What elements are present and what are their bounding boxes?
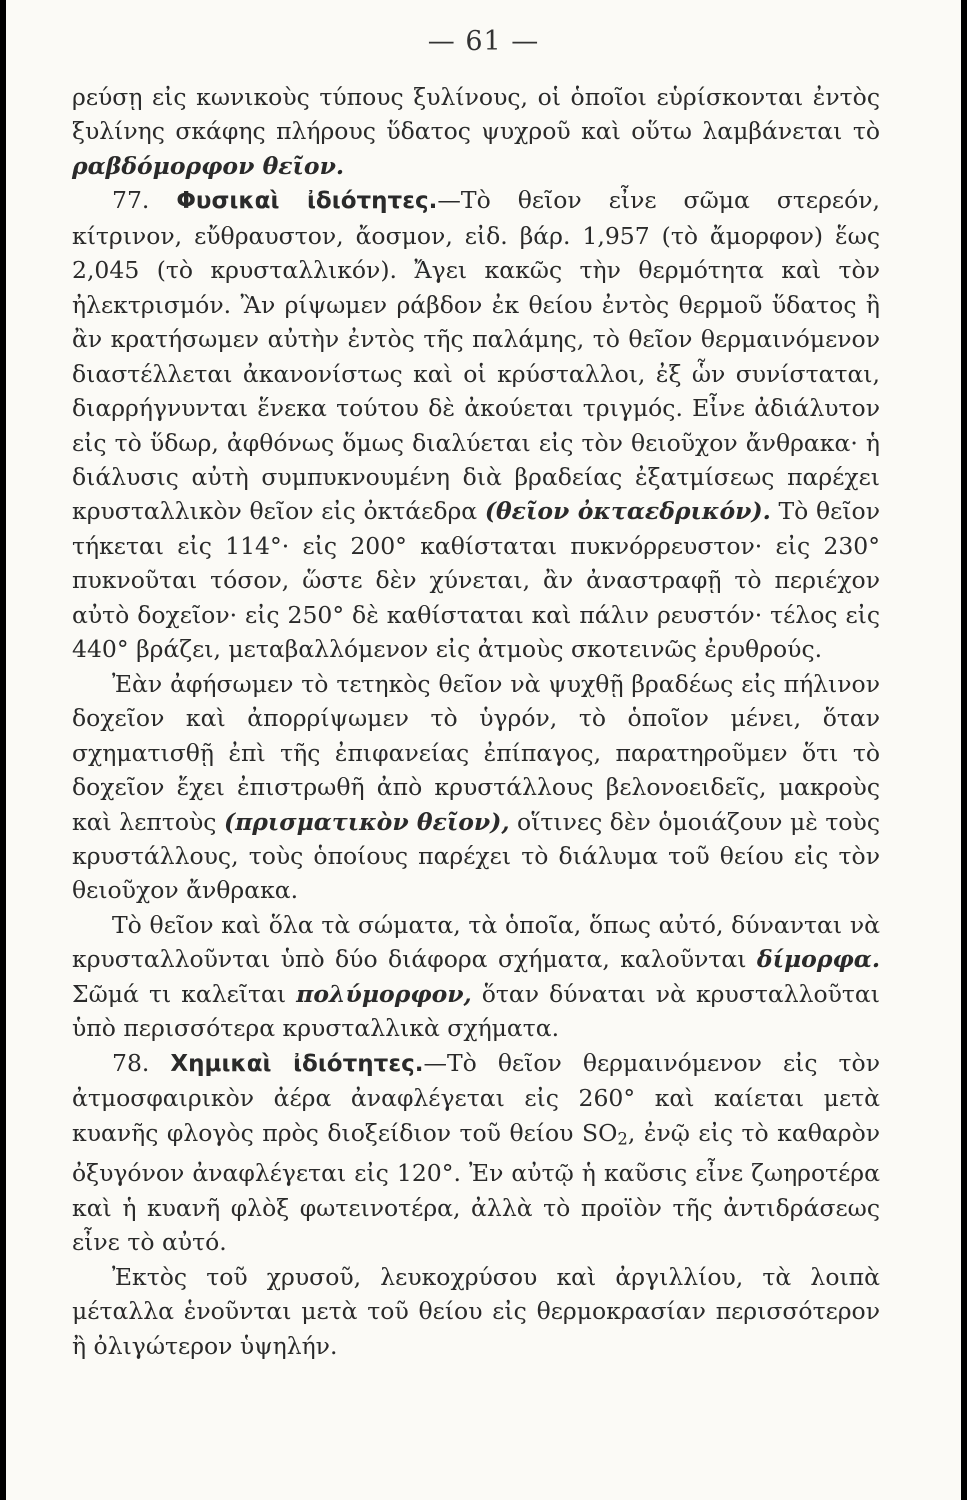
section-78: 78. Χημικαὶ ἰδιότητες.—Τὸ θεῖον θερμαινόμενον εἰς τὸν ἀτμοσφαιρικὸν ἀέρα ἀναφλέγεται εἰς 260° καὶ καίεται μετὰ κυανῆς φλογὸς πρὸς διοξείδιον τοῦ θείου $SO_2$, ἐνῷ εἰς τὸ καθαρὸν ὀξυγόνον ἀναφλέγεται εἰς 120°. Ἐν αὐτῷ ἡ καῦσις εἶνε ζωηροτέρα καὶ ἡ κυανῆ φλὸξ φωτεινοτέρα, ἀλλὰ τὸ προϊὸν τῆς ἀντιδράσεως εἶνε τὸ αὐτό.: [72, 1048, 881, 1257]
paragraph-metals: Ἐκτὸς τοῦ χρυσοῦ, λευκοχρύσου καὶ ἀργιλλίου, τὰ λοιπὰ μέταλλα ἑνοῦνται μετὰ τοῦ θείου εἰς θερμοκρασίαν περισσότερον ἢ ὀλιγώτερον ὑψηλήν.: [72, 1262, 880, 1360]
section-77: 77. Φυσικαὶ ἰδιότητες.—Τὸ θεῖον εἶνε σῶμα στερεόν, κίτρινον, εὔθραυστον, ἄοσμον, εἰδ. βάρ. 1,957 (τὸ ἄμορφον) ἕως 2,045 (τὸ κρυσταλλικόν). Ἄγει κακῶς τὴν θερμότητα καὶ τὸν ἠλεκτρισμόν. Ἂν ρίψωμεν ράβδον ἐκ θείου ἐντὸς θερμοῦ ὕδατος ἢ ἂν κρατήσωμεν αὐτὴν ἐντὸς τῆς παλάμης, τὸ θεῖον θερμαινόμενον διαστέλλεται ἀκανονίστως καὶ οἱ κρύσταλλοι, ἐξ ὧν συνίσταται, διαρρήγνυνται ἕνεκα τούτου δὲ ἀκούεται τριγμός. Εἶνε ἀδιάλυτον εἰς τὸ ὕδωρ, ἀφθόνως ὅμως διαλύεται εἰς τὸν θειοῦχον ἄνθρακα· ἡ διάλυσις αὐτὴ συμπυκνουμένη διὰ βραδείας ἐξατμίσεως παρέχει κρυσταλλικὸν θεῖον εἰς ὀκτάεδρα (θεῖον ὀκταεδρικόν). Τὸ θεῖον τήκεται εἰς 114°· εἰς 200° καθίσταται πυκνόρρευστον· εἰς 230° πυκνοῦται τόσον, ὥστε δὲν χύνεται, ἂν ἀναστραφῇ τὸ περιέχον αὐτὸ δοχεῖον· εἰς 250° δὲ καθίσταται καὶ πάλιν ρευστόν· τέλος εἰς 440° βράζει, μεταβαλλόμενον εἰς ἀτμοὺς σκοτεινῶς ἐρυθρούς.: [72, 186, 881, 664]
chemical-formula: $SO_2$: [582, 1118, 628, 1148]
book-page: [6, 0, 961, 1500]
paragraph-dimorphism: Τὸ θεῖον καὶ ὅλα τὰ σώματα, τὰ ὁποῖα, ὅπως αὐτό, δύνανται νὰ κρυσταλλοῦνται ὑπὸ δύο διάφορα σχήματα, καλοῦνται δίμορφα. Σῶμά τι καλεῖται πολύμορφον, ὅταν δύναται νὰ κρυσταλλοῦται ὑπὸ περισσότερα κρυσταλλικὰ σχήματα.: [72, 910, 881, 1043]
section-heading: Φυσικαὶ ἰδιότητες.: [176, 188, 438, 215]
term-octahedral-sulfur: (θεῖον ὀκταεδρικόν).: [484, 497, 771, 526]
paragraph-continuation: ρεύσῃ εἰς κωνικοὺς τύπους ξυλίνους, οἱ ὁποῖοι εὑρίσκονται ἐντὸς ξυλίνης σκάφης πλήρους ὕδατος ψυχροῦ καὶ οὕτω λαμβάνεται τὸ ραβδόμορφον θεῖον.: [72, 83, 880, 180]
page-number: — 61 —: [427, 26, 540, 57]
section-number: 77.: [112, 186, 177, 215]
term-dimorphic: δίμορφα.: [756, 945, 880, 974]
section-number: 78.: [112, 1048, 171, 1077]
paragraph-prismatic: Ἐὰν ἀφήσωμεν τὸ τετηκὸς θεῖον νὰ ψυχθῇ βραδέως εἰς πήλινον δοχεῖον καὶ ἀπορρίψωμεν τὸ ὑγρόν, τὸ ὁποῖον μένει, ὅταν σχηματισθῇ ἐπὶ τῆς ἐπιφανείας ἐπίπαγος, παρατηροῦμεν ὅτι τὸ δοχεῖον ἔχει ἐπιστρωθῆ ἀπὸ κρυστάλλους βελονοειδεῖς, μακροὺς καὶ λεπτοὺς (πρισματικὸν θεῖον), οἵτινες δὲν ὁμοιάζουν μὲ τοὺς κρυστάλλους, τοὺς ὁποίους παρέχει τὸ διάλυμα τοῦ θείου εἰς τὸν θειοῦχον ἄνθρακα.: [72, 669, 881, 905]
term-polymorphic: πολύμορφον,: [296, 979, 472, 1008]
term-rod-sulfur: ραβδόμορφον θεῖον.: [72, 151, 345, 180]
body-text: [72, 80, 880, 1363]
section-heading: Χημικαὶ ἰδιότητες.: [170, 1050, 424, 1077]
term-prismatic-sulfur: (πρισματικὸν θεῖον),: [223, 807, 510, 836]
